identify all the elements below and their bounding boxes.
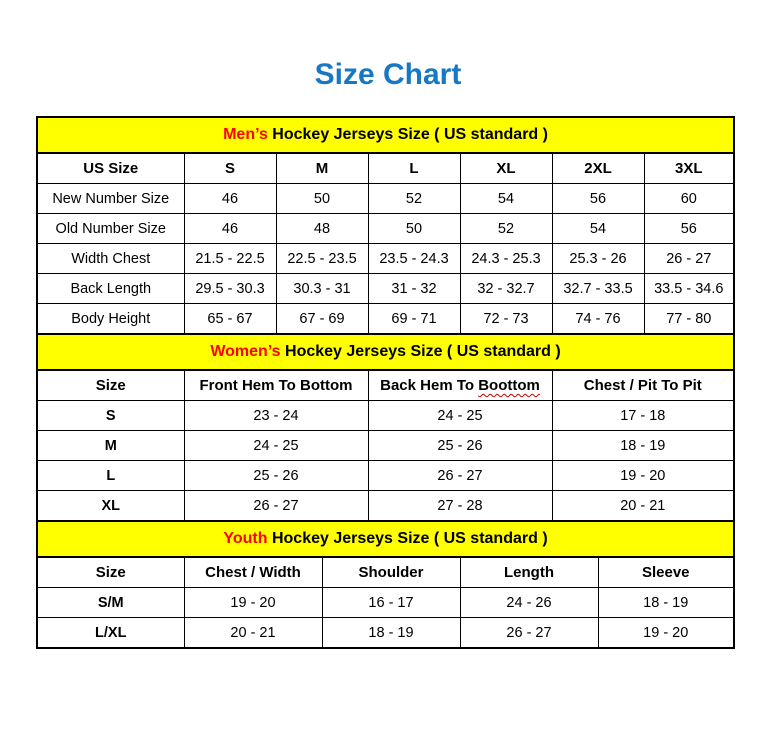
womens-row-label: S: [37, 401, 184, 431]
youth-column-header: [37, 557, 184, 588]
womens-size-table: [36, 333, 735, 522]
mens-value-cell: 29.5 - 30.3: [184, 274, 276, 304]
womens-value-cell: 24 - 25: [184, 431, 368, 461]
mens-row-label: New Number Size: [37, 184, 184, 214]
womens-value-cell: 27 - 28: [368, 491, 552, 522]
youth-banner: [37, 521, 734, 557]
womens-value-cell: 20 - 21: [552, 491, 734, 522]
womens-banner-text: Hockey Jerseys Size ( US standard ): [280, 343, 561, 360]
mens-row-label: Body Height: [37, 304, 184, 335]
mens-banner-row: [37, 117, 734, 153]
youth-value-cell: 19 - 20: [598, 618, 734, 649]
mens-value-cell: 54: [552, 214, 644, 244]
youth-value-cell: 18 - 19: [598, 588, 734, 618]
mens-value-cell: 24.3 - 25.3: [460, 244, 552, 274]
column-header-label: 3XL: [675, 160, 703, 177]
column-header-label: US Size: [83, 160, 139, 177]
mens-value-cell: 56: [552, 184, 644, 214]
mens-table-row: [37, 214, 734, 244]
mens-value-cell: 48: [276, 214, 368, 244]
mens-banner: [37, 117, 734, 153]
youth-value-cell: 26 - 27: [460, 618, 598, 649]
column-header-label: M: [315, 160, 329, 177]
womens-column-header: [552, 370, 734, 401]
misspelled-word: Boottom: [478, 377, 540, 394]
youth-row-label: S/M: [37, 588, 184, 618]
mens-size-table: [36, 116, 735, 335]
womens-banner-highlight: Women’s: [210, 343, 281, 360]
column-header-label: S: [224, 160, 235, 177]
mens-value-cell: 22.5 - 23.5: [276, 244, 368, 274]
mens-value-cell: 56: [644, 214, 734, 244]
mens-value-cell: 30.3 - 31: [276, 274, 368, 304]
mens-column-header: [184, 153, 276, 184]
youth-value-cell: 19 - 20: [184, 588, 322, 618]
mens-column-header: [552, 153, 644, 184]
womens-value-cell: 23 - 24: [184, 401, 368, 431]
mens-value-cell: 67 - 69: [276, 304, 368, 335]
mens-value-cell: 60: [644, 184, 734, 214]
column-header-label: L: [409, 160, 419, 177]
youth-value-cell: 18 - 19: [322, 618, 460, 649]
page-title: Size Chart: [314, 58, 462, 91]
youth-value-cell: 16 - 17: [322, 588, 460, 618]
mens-value-cell: 50: [276, 184, 368, 214]
womens-banner-row: [37, 334, 734, 370]
mens-table-row: [37, 184, 734, 214]
youth-column-header: [598, 557, 734, 588]
mens-value-cell: 50: [368, 214, 460, 244]
womens-table-row: [37, 461, 734, 491]
mens-value-cell: 65 - 67: [184, 304, 276, 335]
column-header-label: Front Hem To Bottom: [199, 377, 353, 394]
mens-value-cell: 52: [460, 214, 552, 244]
youth-header-row: [37, 557, 734, 588]
womens-value-cell: 24 - 25: [368, 401, 552, 431]
youth-banner-row: [37, 521, 734, 557]
youth-column-header: [184, 557, 322, 588]
womens-value-cell: 25 - 26: [368, 431, 552, 461]
womens-row-label: M: [37, 431, 184, 461]
youth-table-row: [37, 618, 734, 649]
mens-value-cell: 26 - 27: [644, 244, 734, 274]
youth-value-cell: 24 - 26: [460, 588, 598, 618]
mens-header-row: [37, 153, 734, 184]
size-chart-page: [0, 58, 776, 649]
mens-value-cell: 31 - 32: [368, 274, 460, 304]
mens-value-cell: 32 - 32.7: [460, 274, 552, 304]
youth-size-table: [36, 520, 735, 649]
mens-value-cell: 46: [184, 184, 276, 214]
column-header-label: Size: [95, 564, 126, 581]
mens-value-cell: 54: [460, 184, 552, 214]
mens-value-cell: 74 - 76: [552, 304, 644, 335]
womens-row-label: L: [37, 461, 184, 491]
womens-value-cell: 17 - 18: [552, 401, 734, 431]
womens-table-row: [37, 491, 734, 522]
mens-column-header: [276, 153, 368, 184]
mens-column-header: [460, 153, 552, 184]
womens-table-row: [37, 431, 734, 461]
youth-banner-highlight: Youth: [223, 530, 268, 547]
youth-row-label: L/XL: [37, 618, 184, 649]
youth-value-cell: 20 - 21: [184, 618, 322, 649]
womens-column-header: [368, 370, 552, 401]
mens-value-cell: 46: [184, 214, 276, 244]
mens-row-label: Old Number Size: [37, 214, 184, 244]
mens-banner-highlight: Men’s: [223, 126, 268, 143]
womens-column-header: [184, 370, 368, 401]
column-header-label: Chest / Pit To Pit: [583, 377, 702, 394]
womens-value-cell: 18 - 19: [552, 431, 734, 461]
mens-column-header: [644, 153, 734, 184]
mens-value-cell: 77 - 80: [644, 304, 734, 335]
youth-column-header: [460, 557, 598, 588]
mens-value-cell: 23.5 - 24.3: [368, 244, 460, 274]
womens-value-cell: 25 - 26: [184, 461, 368, 491]
womens-value-cell: 26 - 27: [368, 461, 552, 491]
womens-value-cell: 19 - 20: [552, 461, 734, 491]
mens-value-cell: 72 - 73: [460, 304, 552, 335]
size-chart-tables: [36, 116, 733, 649]
mens-banner-text: Hockey Jerseys Size ( US standard ): [267, 126, 548, 143]
womens-column-header: [37, 370, 184, 401]
mens-column-header: [368, 153, 460, 184]
column-header-label: 2XL: [584, 160, 612, 177]
column-header-label: XL: [496, 160, 516, 177]
mens-column-header: [37, 153, 184, 184]
youth-column-header: [322, 557, 460, 588]
womens-banner: [37, 334, 734, 370]
youth-banner-text: Hockey Jerseys Size ( US standard ): [267, 530, 548, 547]
womens-header-row: [37, 370, 734, 401]
youth-table-row: [37, 588, 734, 618]
mens-value-cell: 21.5 - 22.5: [184, 244, 276, 274]
column-header-label: Size: [95, 377, 126, 394]
mens-value-cell: 52: [368, 184, 460, 214]
column-header-label: Shoulder: [358, 564, 424, 581]
womens-row-label: XL: [37, 491, 184, 522]
womens-value-cell: 26 - 27: [184, 491, 368, 522]
mens-value-cell: 25.3 - 26: [552, 244, 644, 274]
mens-row-label: Width Chest: [37, 244, 184, 274]
column-header-label: Back Hem To: [380, 377, 479, 394]
mens-value-cell: 32.7 - 33.5: [552, 274, 644, 304]
mens-table-row: [37, 244, 734, 274]
mens-value-cell: 33.5 - 34.6: [644, 274, 734, 304]
column-header-label: Length: [504, 564, 554, 581]
mens-table-row: [37, 274, 734, 304]
womens-table-row: [37, 401, 734, 431]
mens-table-row: [37, 304, 734, 335]
column-header-label: Sleeve: [641, 564, 690, 581]
mens-value-cell: 69 - 71: [368, 304, 460, 335]
column-header-label: Chest / Width: [205, 564, 301, 581]
mens-row-label: Back Length: [37, 274, 184, 304]
